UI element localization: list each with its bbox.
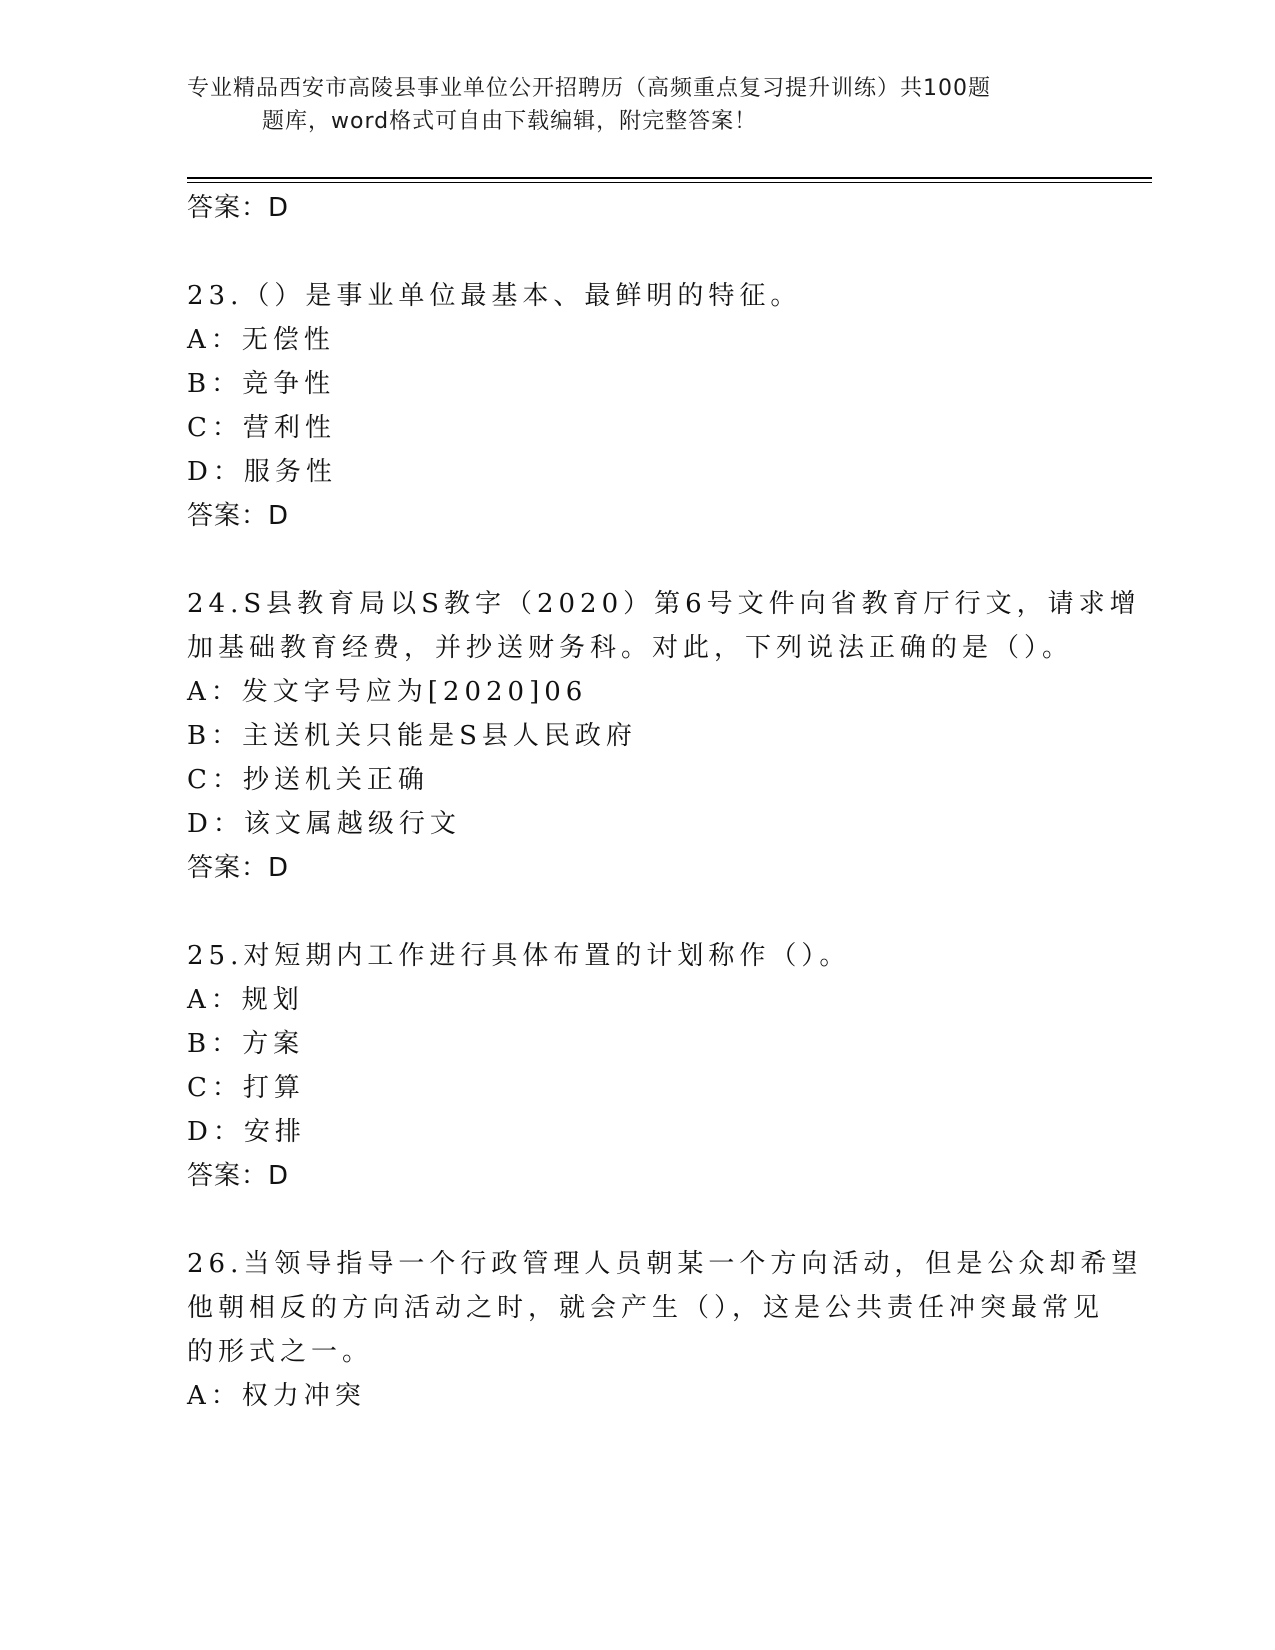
- question-23-stem: 23.（）是事业单位最基本、最鲜明的特征。: [187, 281, 802, 311]
- header-rule-thick: [187, 177, 1152, 179]
- question-26-option-a: A：权力冲突: [187, 1381, 366, 1411]
- question-23-option-a: A：无偿性: [187, 325, 335, 355]
- header-line-2: 题库，word格式可自由下载编辑，附完整答案！: [262, 109, 758, 134]
- question-24-option-c: C：抄送机关正确: [187, 765, 429, 795]
- question-26-stem-line-2: 他朝相反的方向活动之时，就会产生（），这是公共责任冲突最常见: [187, 1293, 1105, 1323]
- document-header: [187, 72, 1077, 138]
- question-24-option-d: D：该文属越级行文: [187, 809, 461, 839]
- previous-answer: 答案：D: [187, 193, 290, 223]
- question-25-stem: 25.对短期内工作进行具体布置的计划称作（）。: [187, 941, 851, 971]
- question-24-option-b: B：主送机关只能是S县人民政府: [187, 721, 637, 751]
- question-25-option-a: A：规划: [187, 985, 304, 1015]
- header-line-1: 专业精品西安市高陵县事业单位公开招聘历（高频重点复习提升训练）共100题: [187, 76, 991, 101]
- question-23-option-c: C：营利性: [187, 413, 336, 443]
- question-24-stem-line-2: 加基础教育经费，并抄送财务科。对此，下列说法正确的是（）。: [187, 633, 1074, 663]
- question-25-option-b: B：方案: [187, 1029, 305, 1059]
- question-25-answer: 答案：D: [187, 1161, 290, 1191]
- question-23-option-b: B：竞争性: [187, 369, 336, 399]
- question-26-stem-line-1: 26.当领导指导一个行政管理人员朝某一个方向活动，但是公众却希望: [187, 1249, 1143, 1279]
- question-23-answer: 答案：D: [187, 501, 290, 531]
- question-24-option-a: A：发文字号应为[2020]06: [187, 677, 588, 707]
- question-24-answer: 答案：D: [187, 853, 290, 883]
- question-25-option-d: D：安排: [187, 1117, 306, 1147]
- question-25-option-c: C：打算: [187, 1073, 305, 1103]
- question-23-option-d: D：服务性: [187, 457, 337, 487]
- header-rule-thin: [187, 182, 1152, 183]
- question-24-stem-line-1: 24.S县教育局以S教字（2020）第6号文件向省教育厅行文，请求增: [187, 589, 1141, 619]
- question-26-stem-line-3: 的形式之一。: [187, 1337, 374, 1367]
